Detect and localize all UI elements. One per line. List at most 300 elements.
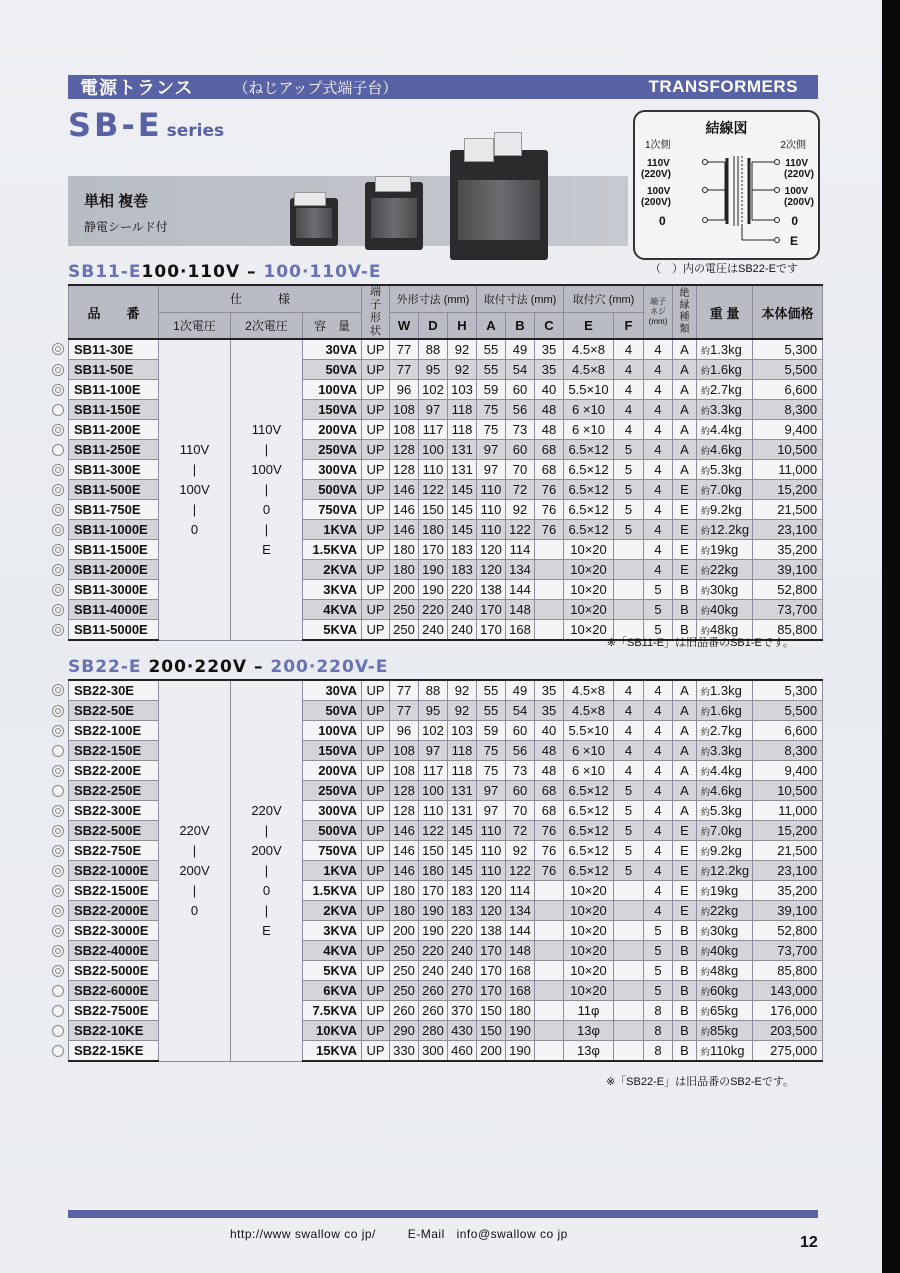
W-cell: 146 [390,480,419,500]
weight-cell: 約7.0kg [697,821,753,841]
W-cell: 146 [390,520,419,540]
C-cell: 76 [535,821,564,841]
model-cell: SB22-4000E [69,941,159,961]
B-cell: 114 [506,881,535,901]
H-cell: 145 [448,500,477,520]
C-cell: 48 [535,420,564,440]
term-cell: UP [362,460,390,480]
footer-bar [68,1210,818,1218]
F-cell: 5 [614,841,644,861]
A-cell: 75 [477,761,506,781]
term-cell: UP [362,420,390,440]
screw-cell: 5 [644,961,673,981]
weight-cell: 約1.3kg [697,680,753,701]
F-cell: 4 [614,680,644,701]
price-cell: 203,500 [753,1021,823,1041]
ins-cell: B [673,580,697,600]
D-cell: 110 [419,460,448,480]
ins-cell: A [673,741,697,761]
E-cell: 6.5×12 [564,480,614,500]
table-row [69,680,823,701]
screw-cell: 8 [644,1041,673,1062]
cap-cell: 5KVA [303,620,362,641]
price-cell: 6,600 [753,380,823,400]
A-cell: 120 [477,540,506,560]
C-cell [535,1001,564,1021]
E-cell: 10×20 [564,941,614,961]
model-cell: SB22-750E [69,841,159,861]
phase-type: 単相 複巻 [84,193,149,210]
double-circle-icon [52,484,64,496]
E-cell: 10×20 [564,961,614,981]
C-cell: 76 [535,480,564,500]
circle-icon [52,1005,64,1017]
C-cell: 48 [535,741,564,761]
F-cell [614,580,644,600]
term-cell: UP [362,981,390,1001]
ins-cell: B [673,961,697,981]
H-cell: 92 [448,680,477,701]
A-cell: 97 [477,801,506,821]
B-cell: 122 [506,520,535,540]
B-cell: 56 [506,741,535,761]
double-circle-icon [52,624,64,636]
price-cell: 85,800 [753,961,823,981]
F-cell: 4 [614,761,644,781]
price-cell: 5,300 [753,339,823,360]
C-cell: 48 [535,400,564,420]
double-circle-icon [52,825,64,837]
cap-cell: 200VA [303,761,362,781]
ins-cell: E [673,560,697,580]
C-cell [535,981,564,1001]
circle-icon [52,404,64,416]
footer-email[interactable]: info@swallow co jp [456,1227,568,1241]
cap-cell: 500VA [303,821,362,841]
col-insulation: 絶縁種類 [673,285,697,339]
screw-cell: 4 [644,540,673,560]
weight-cell: 約9.2kg [697,500,753,520]
cap-cell: 150VA [303,741,362,761]
E-cell: 10×20 [564,921,614,941]
B-cell: 92 [506,500,535,520]
model-cell: SB22-7500E [69,1001,159,1021]
weight-cell: 約40kg [697,941,753,961]
F-cell: 5 [614,520,644,540]
cap-cell: 100VA [303,380,362,400]
screw-cell: 4 [644,460,673,480]
weight-cell: 約2.7kg [697,721,753,741]
A-cell: 170 [477,620,506,641]
screw-cell: 4 [644,520,673,540]
D-cell: 95 [419,360,448,380]
E-cell: 6.5×12 [564,821,614,841]
price-cell: 73,700 [753,600,823,620]
circle-icon [52,785,64,797]
cap-cell: 3KVA [303,580,362,600]
weight-cell: 約9.2kg [697,841,753,861]
transformer-large-image [450,150,548,260]
weight-cell: 約3.3kg [697,400,753,420]
A-cell: 75 [477,420,506,440]
ins-cell: A [673,380,697,400]
ins-cell: E [673,881,697,901]
term-cell: UP [362,560,390,580]
page-number: 12 [800,1234,818,1251]
double-circle-icon [52,965,64,977]
E-cell: 6.5×12 [564,500,614,520]
ins-cell: E [673,861,697,881]
screw-cell: 4 [644,841,673,861]
ins-cell: E [673,500,697,520]
weight-cell: 約1.6kg [697,701,753,721]
double-circle-icon [52,564,64,576]
col-weight: 重 量 [697,285,753,339]
E-cell: 11φ [564,1001,614,1021]
cap-cell: 50VA [303,360,362,380]
price-cell: 5,500 [753,701,823,721]
price-cell: 5,300 [753,680,823,701]
D-cell: 102 [419,380,448,400]
cap-cell: 1KVA [303,861,362,881]
C-cell: 68 [535,781,564,801]
A-cell: 75 [477,400,506,420]
term-cell: UP [362,400,390,420]
H-cell: 118 [448,761,477,781]
B-cell: 168 [506,620,535,641]
ins-cell: A [673,460,697,480]
screw-cell: 4 [644,360,673,380]
price-cell: 15,200 [753,821,823,841]
E-cell: 10×20 [564,580,614,600]
H-cell: 220 [448,580,477,600]
term-cell: UP [362,360,390,380]
scan-edge [882,0,900,1273]
weight-cell: 約4.4kg [697,761,753,781]
term-cell: UP [362,440,390,460]
price-cell: 21,500 [753,500,823,520]
term-cell: UP [362,480,390,500]
B-cell: 114 [506,540,535,560]
W-cell: 128 [390,460,419,480]
circle-icon [52,1045,64,1057]
term-cell: UP [362,941,390,961]
C-cell: 48 [535,761,564,781]
W-cell: 128 [390,440,419,460]
B-cell: 60 [506,721,535,741]
model-cell: SB22-5000E [69,961,159,981]
F-cell: 5 [614,500,644,520]
ins-cell: A [673,761,697,781]
F-cell: 5 [614,781,644,801]
screw-cell: 4 [644,881,673,901]
H-cell: 183 [448,881,477,901]
weight-cell: 約22kg [697,901,753,921]
C-cell [535,580,564,600]
C-cell [535,600,564,620]
model-cell: SB11-250E [69,440,159,460]
weight-cell: 約5.3kg [697,801,753,821]
D-cell: 95 [419,701,448,721]
price-cell: 21,500 [753,841,823,861]
E-cell: 6 ×10 [564,761,614,781]
term-cell: UP [362,801,390,821]
double-circle-icon [52,705,64,717]
cap-cell: 30VA [303,339,362,360]
H-cell: 103 [448,380,477,400]
B-cell: 190 [506,1021,535,1041]
B-cell: 70 [506,460,535,480]
W-cell: 108 [390,400,419,420]
A-cell: 138 [477,580,506,600]
model-cell: SB22-2000E [69,901,159,921]
sb11-section-title: SB11-E100·110V – 100·110V-E [68,262,382,282]
F-cell [614,941,644,961]
H-cell: 240 [448,600,477,620]
F-cell: 4 [614,360,644,380]
price-cell: 11,000 [753,801,823,821]
primary-voltage-cell: 220V | 200V | 0 [159,680,231,1061]
H-cell: 131 [448,801,477,821]
screw-cell: 4 [644,420,673,440]
C-cell: 76 [535,520,564,540]
weight-cell: 約48kg [697,961,753,981]
H-cell: 240 [448,620,477,641]
weight-cell: 約110kg [697,1041,753,1062]
model-cell: SB11-2000E [69,560,159,580]
double-circle-icon [52,584,64,596]
transformer-medium-image [365,182,423,250]
D-cell: 240 [419,620,448,641]
secondary-voltage-cell: 220V | 200V | 0 | E [231,680,303,1061]
term-cell: UP [362,961,390,981]
C-cell [535,560,564,580]
price-cell: 85,800 [753,620,823,641]
circle-icon [52,985,64,997]
double-circle-icon [52,544,64,556]
W-cell: 200 [390,580,419,600]
E-cell: 6.5×12 [564,460,614,480]
A-cell: 110 [477,841,506,861]
ins-cell: E [673,821,697,841]
model-cell: SB22-10KE [69,1021,159,1041]
double-circle-icon [52,885,64,897]
circle-icon [52,444,64,456]
term-cell: UP [362,701,390,721]
E-cell: 6.5×12 [564,440,614,460]
D-cell: 220 [419,600,448,620]
E-cell: 10×20 [564,600,614,620]
ins-cell: B [673,921,697,941]
C-cell: 68 [535,440,564,460]
double-circle-icon [52,384,64,396]
H-cell: 460 [448,1041,477,1062]
model-cell: SB11-3000E [69,580,159,600]
cap-cell: 1KVA [303,520,362,540]
cap-cell: 300VA [303,460,362,480]
model-cell: SB11-500E [69,480,159,500]
term-cell: UP [362,1021,390,1041]
model-cell: SB22-300E [69,801,159,821]
header-bar [68,75,818,99]
F-cell: 5 [614,801,644,821]
E-cell: 6 ×10 [564,420,614,440]
H-cell: 430 [448,1021,477,1041]
D-cell: 260 [419,981,448,1001]
cap-cell: 5KVA [303,961,362,981]
A-cell: 170 [477,961,506,981]
term-cell: UP [362,580,390,600]
W-cell: 96 [390,380,419,400]
B-cell: 49 [506,680,535,701]
A-cell: 59 [477,721,506,741]
W-cell: 108 [390,761,419,781]
price-cell: 11,000 [753,460,823,480]
W-cell: 146 [390,821,419,841]
F-cell [614,921,644,941]
cap-cell: 250VA [303,440,362,460]
weight-cell: 約5.3kg [697,460,753,480]
F-cell [614,881,644,901]
double-circle-icon [52,504,64,516]
W-cell: 146 [390,861,419,881]
H-cell: 145 [448,480,477,500]
wiring-diagram-title: 結線図 [705,120,748,136]
term-cell: UP [362,380,390,400]
H-cell: 118 [448,420,477,440]
B-cell: 60 [506,380,535,400]
W-cell: 180 [390,881,419,901]
model-cell: SB22-500E [69,821,159,841]
A-cell: 120 [477,560,506,580]
weight-cell: 約12.2kg [697,861,753,881]
sb11-footnote: ※「SB11-E」は旧品番のSB1-Eです。 [606,637,794,649]
wiring-diagram: 結線図 1次側 2次側 110V (220V) 100V (200V) 0 110V (220V) 100V (200V) 0 E [633,110,820,260]
W-cell: 330 [390,1041,419,1062]
weight-cell: 約40kg [697,600,753,620]
model-cell: SB22-30E [69,680,159,701]
W-cell: 108 [390,420,419,440]
cap-cell: 50VA [303,701,362,721]
price-cell: 35,200 [753,540,823,560]
col-mount-dim: 取付寸法 (mm) [477,285,564,312]
price-cell: 39,100 [753,560,823,580]
screw-cell: 4 [644,761,673,781]
price-cell: 39,100 [753,901,823,921]
B-cell: 73 [506,420,535,440]
weight-cell: 約22kg [697,560,753,580]
double-circle-icon [52,464,64,476]
term-cell: UP [362,620,390,641]
sb22-section-title: SB22-E 200·220V – 200·220V-E [68,657,389,677]
shield-feature: 静電シールド付 [84,220,168,234]
H-cell: 131 [448,440,477,460]
circle-icon [52,745,64,757]
weight-cell: 約19kg [697,540,753,560]
cap-cell: 2KVA [303,560,362,580]
E-cell: 10×20 [564,560,614,580]
weight-cell: 約4.6kg [697,781,753,801]
D-cell: 280 [419,1021,448,1041]
double-circle-icon [52,765,64,777]
weight-cell: 約85kg [697,1021,753,1041]
C-cell [535,901,564,921]
term-cell: UP [362,600,390,620]
model-cell: SB11-1000E [69,520,159,540]
term-cell: UP [362,721,390,741]
screw-cell: 4 [644,721,673,741]
E-cell: 6.5×12 [564,861,614,881]
W-cell: 180 [390,560,419,580]
H-cell: 145 [448,821,477,841]
D-cell: 88 [419,339,448,360]
C-cell [535,941,564,961]
ins-cell: E [673,520,697,540]
cap-cell: 7.5KVA [303,1001,362,1021]
A-cell: 110 [477,500,506,520]
term-cell: UP [362,680,390,701]
W-cell: 180 [390,540,419,560]
cap-cell: 300VA [303,801,362,821]
W-cell: 200 [390,921,419,941]
model-cell: SB22-3000E [69,921,159,941]
cap-cell: 4KVA [303,600,362,620]
E-cell: 4.5×8 [564,339,614,360]
double-circle-icon [52,925,64,937]
D-cell: 150 [419,841,448,861]
model-cell: SB11-750E [69,500,159,520]
term-cell: UP [362,520,390,540]
model-cell: SB22-15KE [69,1041,159,1062]
cap-cell: 30VA [303,680,362,701]
screw-cell: 4 [644,701,673,721]
B-cell: 144 [506,921,535,941]
price-cell: 23,100 [753,861,823,881]
D-cell: 150 [419,500,448,520]
H-cell: 240 [448,961,477,981]
price-cell: 23,100 [753,520,823,540]
model-cell: SB22-150E [69,741,159,761]
ins-cell: E [673,540,697,560]
screw-cell: 4 [644,560,673,580]
C-cell: 35 [535,680,564,701]
D-cell: 190 [419,580,448,600]
A-cell: 110 [477,520,506,540]
D-cell: 190 [419,901,448,921]
F-cell [614,901,644,921]
footer-url[interactable]: http://www swallow co jp/ [230,1227,376,1241]
weight-cell: 約7.0kg [697,480,753,500]
D-cell: 117 [419,761,448,781]
double-circle-icon [52,725,64,737]
sb22-spec-table [68,679,823,1062]
cap-cell: 4KVA [303,941,362,961]
screw-cell: 5 [644,941,673,961]
footer-email-label: E-Mail [407,1227,445,1241]
E-cell: 10×20 [564,881,614,901]
D-cell: 190 [419,921,448,941]
C-cell: 76 [535,500,564,520]
price-cell: 8,300 [753,400,823,420]
F-cell [614,560,644,580]
price-cell: 143,000 [753,981,823,1001]
F-cell [614,961,644,981]
model-cell: SB22-100E [69,721,159,741]
sb11-spec-table: 品 番 仕 様 端子形状 外形寸法 (mm) 取付寸法 (mm) 取付穴 (mm) 端子ネジ (mm) 絶縁種類 重 量 本体価格 1次電圧 2次電圧 容 量 W D H A B C E F SB11-30E 110V | 100V | 0 110V | 100V | 0 | E 30VA UP 77 88 92 55 49 35 4.5×8 4 4 A 約1.3kg 5,300 SB11-50E 50VA UP 77 95 92 55 54 35 4.5×8 4 4 A 約1.6kg 5,500 SB11-100E 100VA UP 96 102 103 59 60 40 5.5×10 4 4 A 約2.7kg 6,600 SB11-150E 150VA UP 108 97 118 75 56 48 6 ×10 4 4 A 約3.3kg 8,300 SB11-200E 200VA UP 108 117 118 75 73 48 6 ×10 4 4 A 約4.4kg 9,400 SB11-250E 250VA UP 128 100 131 97 60 68 6.5×12 5 4 A 約4.6kg 10,500 SB11-300E 300VA UP 128 110 131 97 70 68 6.5×12 5 4 A 約5.3kg 11,000 SB11-500E 500VA UP 146 122 145 110 72 76 6.5×12 5 4 E 約7.0kg 15,200 SB11-750E 750VA UP 146 150 145 110 92 76 6.5×12 5 4 E 約9.2kg 21,500 SB11-1000E 1KVA UP 146 180 145 110 122 76 6.5×12 5 4 E 約12.2kg 23,100 SB11-1500E 1.5KVA UP 180 170 183 120 114 10×20 4 E 約19kg 35,200 SB11-2000E 2KVA UP 180 190 183 120 134 10×20 4 E 約22kg 39,100 SB11-3000E 3KVA UP 200 190 220 138 144 10×20 5 B 約30kg 52,800 SB11-4000E 4KVA UP 250 220 240 170 148 10×20 5 B 約40kg 73,700 SB11-5000E 5KVA UP 250 240 240 170 168 10×20 5 B 約48kg 85,800 [68,284,823,641]
D-cell: 88 [419,680,448,701]
screw-cell: 5 [644,921,673,941]
F-cell [614,1001,644,1021]
